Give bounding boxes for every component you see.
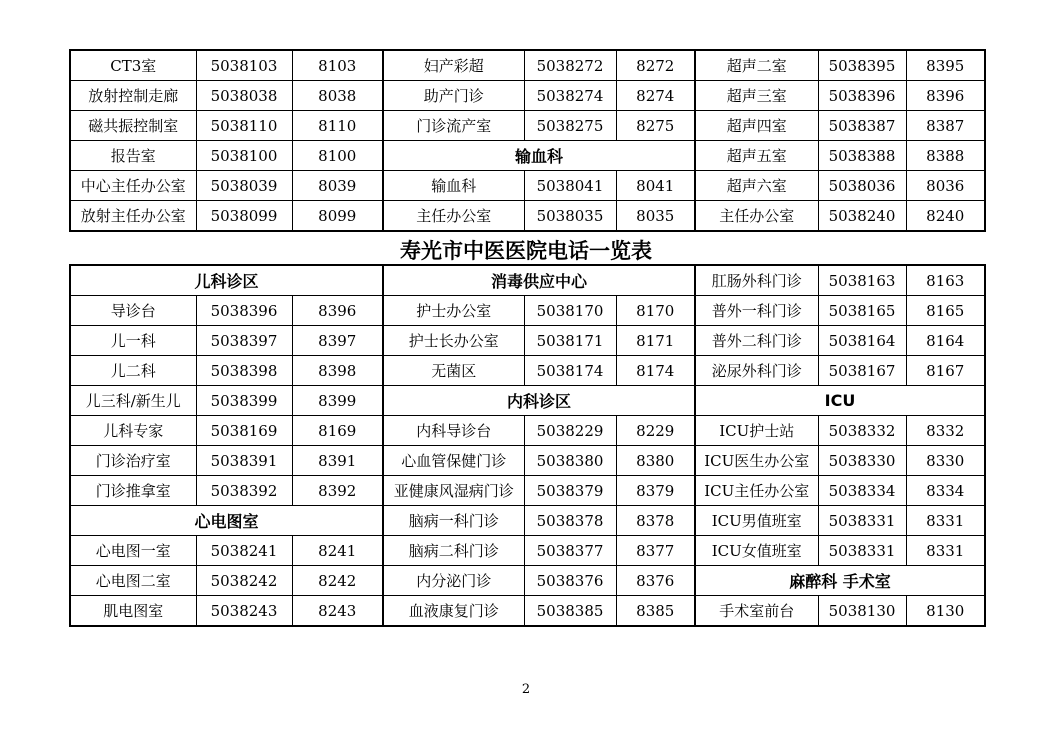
- table-cell: 5038171: [524, 326, 616, 356]
- table-cell: 8240: [906, 201, 985, 232]
- section-header: ICU护士站: [695, 416, 818, 446]
- table-cell: 5038388: [818, 141, 906, 171]
- section-header: 超声五室: [695, 141, 818, 171]
- table-cell: 8376: [616, 566, 695, 596]
- section-header: 普外二科门诊: [695, 326, 818, 356]
- table-row: [70, 81, 985, 111]
- table-cell: 8274: [616, 81, 695, 111]
- table-cell: 8387: [906, 111, 985, 141]
- table-cell: 8391: [292, 446, 383, 476]
- table-cell: 8100: [292, 141, 383, 171]
- table-cell: 8396: [906, 81, 985, 111]
- section-header: 儿科诊区: [70, 265, 383, 296]
- table-row: [70, 386, 985, 416]
- section-header: 麻醉科 手术室: [695, 566, 985, 596]
- phone-table-top: [69, 49, 986, 232]
- section-header: 主任办公室: [695, 201, 818, 232]
- table-cell: 8397: [292, 326, 383, 356]
- table-row: [70, 201, 985, 232]
- section-header: 超声六室: [695, 171, 818, 201]
- table-row: [70, 265, 985, 296]
- table-cell: 5038243: [196, 596, 292, 627]
- table-cell: 8399: [292, 386, 383, 416]
- table-cell: 5038380: [524, 446, 616, 476]
- table-cell: 肌电图室: [70, 596, 196, 627]
- table-cell: 儿科专家: [70, 416, 196, 446]
- table-row: [70, 50, 985, 81]
- table-row: [70, 506, 985, 536]
- table-cell: 心电图二室: [70, 566, 196, 596]
- section-header: 内分泌门诊: [383, 566, 524, 596]
- section-header: 脑病一科门诊: [383, 506, 524, 536]
- table-cell: 8332: [906, 416, 985, 446]
- table-cell: 心电图一室: [70, 536, 196, 566]
- table-cell: 5038242: [196, 566, 292, 596]
- section-header: ICU男值班室: [695, 506, 818, 536]
- table-cell: 5038130: [818, 596, 906, 627]
- table-cell: 放射主任办公室: [70, 201, 196, 232]
- section-header: 心电图室: [70, 506, 383, 536]
- section-header: 普外一科门诊: [695, 296, 818, 326]
- table-cell: 门诊治疗室: [70, 446, 196, 476]
- table-cell: 8242: [292, 566, 383, 596]
- table-cell: 8130: [906, 596, 985, 627]
- table-cell: 5038163: [818, 265, 906, 296]
- table-row: [70, 111, 985, 141]
- section-header: 亚健康风湿病门诊: [383, 476, 524, 506]
- table-cell: 8379: [616, 476, 695, 506]
- table-row: [70, 536, 985, 566]
- table-cell: 5038331: [818, 536, 906, 566]
- table-cell: 5038334: [818, 476, 906, 506]
- page-title: 寿光市中医医院电话一览表: [400, 239, 652, 263]
- table-cell: 5038331: [818, 506, 906, 536]
- table-row: [70, 596, 985, 627]
- table-cell: 8036: [906, 171, 985, 201]
- table-row: [70, 416, 985, 446]
- table-row: [70, 446, 985, 476]
- section-header: 护士办公室: [383, 296, 524, 326]
- section-header: 消毒供应中心: [383, 265, 695, 296]
- section-header: 肛肠外科门诊: [695, 265, 818, 296]
- page-number: 2: [521, 682, 531, 697]
- table-cell: 5038041: [524, 171, 616, 201]
- table-cell: 5038397: [196, 326, 292, 356]
- table-cell: 8099: [292, 201, 383, 232]
- table-cell: 8229: [616, 416, 695, 446]
- table-cell: 8243: [292, 596, 383, 627]
- table-cell: 5038099: [196, 201, 292, 232]
- table-cell: 5038240: [818, 201, 906, 232]
- table-cell: 8334: [906, 476, 985, 506]
- section-header: 门诊流产室: [383, 111, 524, 141]
- table-cell: 8170: [616, 296, 695, 326]
- table-cell: 导诊台: [70, 296, 196, 326]
- section-header: ICU主任办公室: [695, 476, 818, 506]
- table-cell: 8041: [616, 171, 695, 201]
- table-cell: 5038391: [196, 446, 292, 476]
- table-cell: 5038272: [524, 50, 616, 81]
- section-header: 泌尿外科门诊: [695, 356, 818, 386]
- table-cell: 5038103: [196, 50, 292, 81]
- table-cell: 8167: [906, 356, 985, 386]
- table-cell: 8272: [616, 50, 695, 81]
- table-cell: 5038100: [196, 141, 292, 171]
- table-cell: 5038330: [818, 446, 906, 476]
- table-cell: 8392: [292, 476, 383, 506]
- section-header: 护士长办公室: [383, 326, 524, 356]
- table-cell: 8241: [292, 536, 383, 566]
- table-cell: 8035: [616, 201, 695, 232]
- table-cell: 8038: [292, 81, 383, 111]
- section-header: 主任办公室: [383, 201, 524, 232]
- table-cell: 8396: [292, 296, 383, 326]
- table-cell: 8275: [616, 111, 695, 141]
- section-header: ICU: [695, 386, 985, 416]
- table-row: [70, 356, 985, 386]
- table-cell: 5038387: [818, 111, 906, 141]
- section-header: 输血科: [383, 141, 695, 171]
- table-cell: 8388: [906, 141, 985, 171]
- table-cell: 8378: [616, 506, 695, 536]
- table-cell: 8171: [616, 326, 695, 356]
- table-cell: 5038036: [818, 171, 906, 201]
- table-cell: 8174: [616, 356, 695, 386]
- table-cell: 5038167: [818, 356, 906, 386]
- table-cell: 8377: [616, 536, 695, 566]
- section-header: ICU医生办公室: [695, 446, 818, 476]
- table-cell: 8103: [292, 50, 383, 81]
- table-row: [70, 141, 985, 171]
- table-cell: 5038039: [196, 171, 292, 201]
- table-cell: 5038229: [524, 416, 616, 446]
- table-cell: 儿三科/新生儿: [70, 386, 196, 416]
- table-cell: 5038332: [818, 416, 906, 446]
- table-cell: 8164: [906, 326, 985, 356]
- table-cell: 5038395: [818, 50, 906, 81]
- table-cell: 5038376: [524, 566, 616, 596]
- section-header: 输血科: [383, 171, 524, 201]
- table-cell: CT3室: [70, 50, 196, 81]
- section-header: 血液康复门诊: [383, 596, 524, 627]
- section-header: 无菌区: [383, 356, 524, 386]
- table-cell: 5038392: [196, 476, 292, 506]
- section-header: ICU女值班室: [695, 536, 818, 566]
- table-cell: 5038377: [524, 536, 616, 566]
- table-cell: 5038035: [524, 201, 616, 232]
- table-cell: 磁共振控制室: [70, 111, 196, 141]
- table-cell: 8395: [906, 50, 985, 81]
- table-row: [70, 476, 985, 506]
- section-header: 手术室前台: [695, 596, 818, 627]
- table-row: [70, 171, 985, 201]
- table-cell: 8165: [906, 296, 985, 326]
- section-header: 内科导诊台: [383, 416, 524, 446]
- table-cell: 8163: [906, 265, 985, 296]
- table-cell: 儿二科: [70, 356, 196, 386]
- table-cell: 5038399: [196, 386, 292, 416]
- table-cell: 5038241: [196, 536, 292, 566]
- table-row: [70, 326, 985, 356]
- section-header: 妇产彩超: [383, 50, 524, 81]
- section-header: 内科诊区: [383, 386, 695, 416]
- table-cell: 报告室: [70, 141, 196, 171]
- table-cell: 5038170: [524, 296, 616, 326]
- section-header: 心血管保健门诊: [383, 446, 524, 476]
- table-cell: 放射控制走廊: [70, 81, 196, 111]
- table-cell: 8331: [906, 536, 985, 566]
- section-header: 超声四室: [695, 111, 818, 141]
- table-cell: 中心主任办公室: [70, 171, 196, 201]
- table-cell: 5038396: [818, 81, 906, 111]
- table-cell: 8331: [906, 506, 985, 536]
- table-cell: 8110: [292, 111, 383, 141]
- table-cell: 儿一科: [70, 326, 196, 356]
- table-cell: 5038110: [196, 111, 292, 141]
- table-row: [70, 566, 985, 596]
- table-cell: 5038385: [524, 596, 616, 627]
- table-cell: 5038378: [524, 506, 616, 536]
- table-cell: 5038038: [196, 81, 292, 111]
- table-cell: 门诊推拿室: [70, 476, 196, 506]
- table-cell: 8039: [292, 171, 383, 201]
- table-cell: 8330: [906, 446, 985, 476]
- section-header: 超声二室: [695, 50, 818, 81]
- section-header: 超声三室: [695, 81, 818, 111]
- table-cell: 5038274: [524, 81, 616, 111]
- table-cell: 5038169: [196, 416, 292, 446]
- phone-table-bottom: [69, 264, 986, 627]
- section-header: 助产门诊: [383, 81, 524, 111]
- table-cell: 5038174: [524, 356, 616, 386]
- table-row: [70, 296, 985, 326]
- table-cell: 5038379: [524, 476, 616, 506]
- table-cell: 5038396: [196, 296, 292, 326]
- table-cell: 5038164: [818, 326, 906, 356]
- section-header: 脑病二科门诊: [383, 536, 524, 566]
- table-cell: 8169: [292, 416, 383, 446]
- table-cell: 8398: [292, 356, 383, 386]
- table-cell: 8385: [616, 596, 695, 627]
- table-cell: 5038275: [524, 111, 616, 141]
- table-cell: 5038165: [818, 296, 906, 326]
- table-cell: 8380: [616, 446, 695, 476]
- table-cell: 5038398: [196, 356, 292, 386]
